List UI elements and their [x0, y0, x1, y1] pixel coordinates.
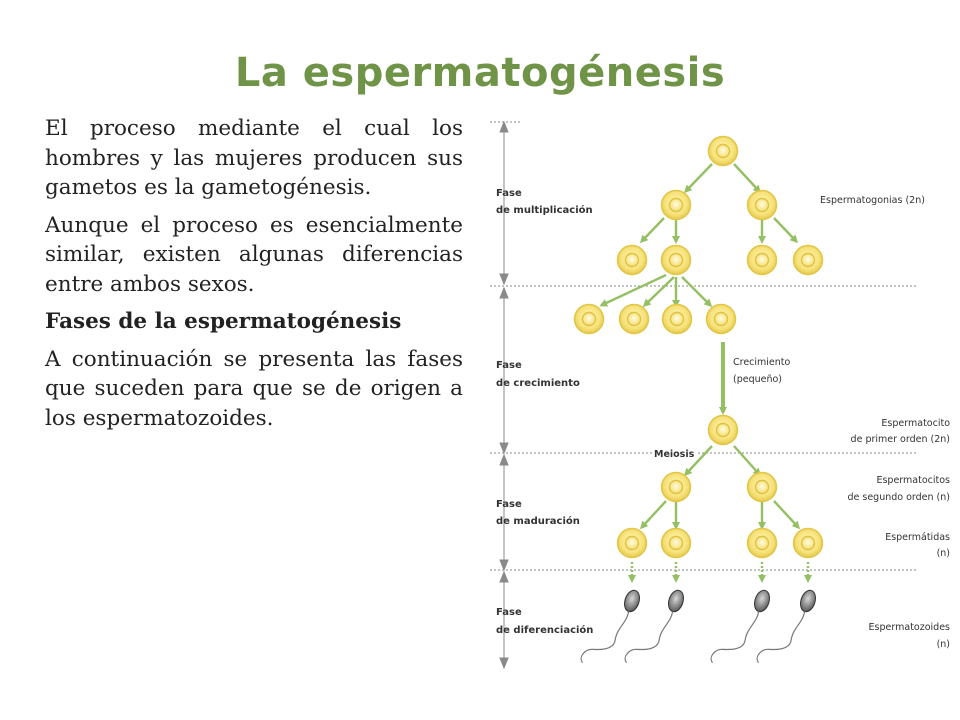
spermatogenesis-diagram	[478, 110, 960, 690]
body-text	[45, 114, 463, 441]
label-espermatocitos-2b: de segundo orden (n)	[847, 492, 950, 503]
cell-growth-3	[663, 305, 692, 334]
division-arrows	[602, 164, 808, 580]
slide-title: La espermatogénesis	[234, 50, 726, 96]
paragraph-differences: Aunque el proceso es esencialmente similar, existen algunas diferencias entre ambos sexos.	[45, 212, 463, 297]
cell-secondary-spermatocyte-1	[662, 473, 691, 502]
cell-spermatogonium-7	[794, 246, 823, 275]
cell-growth-2	[620, 305, 649, 334]
cell-spermatid-1	[618, 529, 647, 558]
label-crecimiento-2: (pequeño)	[733, 374, 783, 385]
section-heading: Fases de la espermatogénesis	[45, 309, 402, 334]
cell-spermatogonium-4	[618, 246, 647, 275]
paragraph-closing: A continuación se presenta las fases que suceden para que se de origen a los espermatozoides.	[45, 346, 463, 431]
cell-growth-4	[707, 305, 736, 334]
cell-spermatid-3	[748, 529, 777, 558]
paragraph-definition: El proceso mediante el cual los hombres y las mujeres producen sus gametos es la gametogénesis.	[45, 116, 463, 200]
cell-spermatogonium-3	[748, 191, 777, 220]
phase-2-line2: de crecimiento	[496, 378, 580, 389]
phase-4-line1: Fase	[496, 607, 522, 618]
phase-axis	[500, 122, 508, 668]
phase-labels	[496, 188, 593, 636]
phase-1-line1: Fase	[496, 188, 522, 199]
phase-1-line2: de multiplicación	[496, 205, 593, 216]
cell-spermatid-4	[794, 529, 823, 558]
label-meiosis: Meiosis	[654, 449, 695, 460]
spermatozoa	[580, 581, 818, 674]
label-espermatozoides-b: (n)	[936, 639, 950, 650]
label-espermatidas-b: (n)	[936, 548, 950, 559]
phase-3-line1: Fase	[496, 499, 522, 510]
cell-spermatogonium-2	[662, 191, 691, 220]
cell-spermatogonium-1	[709, 137, 738, 166]
label-espermatozoides-a: Espermatozoides	[868, 622, 950, 633]
label-espermatidas-a: Espermátidas	[885, 532, 950, 543]
cell-spermatogonium-5	[662, 246, 691, 275]
cell-growth-1	[575, 305, 604, 334]
phase-3-line2: de maduración	[496, 516, 580, 527]
label-crecimiento-1: Crecimiento	[733, 357, 791, 368]
cell-secondary-spermatocyte-2	[748, 473, 777, 502]
cell-spermatid-2	[662, 529, 691, 558]
label-espermatogonias: Espermatogonias (2n)	[820, 195, 925, 206]
label-espermatocitos-2a: Espermatocitos	[876, 475, 950, 486]
label-espermatocito-1a: Espermatocito	[881, 418, 950, 429]
phase-4-line2: de diferenciación	[496, 625, 594, 636]
label-espermatocito-1b: de primer orden (2n)	[850, 434, 950, 445]
cell-primary-spermatocyte	[709, 416, 738, 445]
cell-spermatogonium-6	[748, 246, 777, 275]
cells	[575, 137, 823, 558]
diagram-svg	[478, 110, 960, 690]
spermatozoon-3	[710, 581, 772, 674]
phase-2-line1: Fase	[496, 360, 522, 371]
